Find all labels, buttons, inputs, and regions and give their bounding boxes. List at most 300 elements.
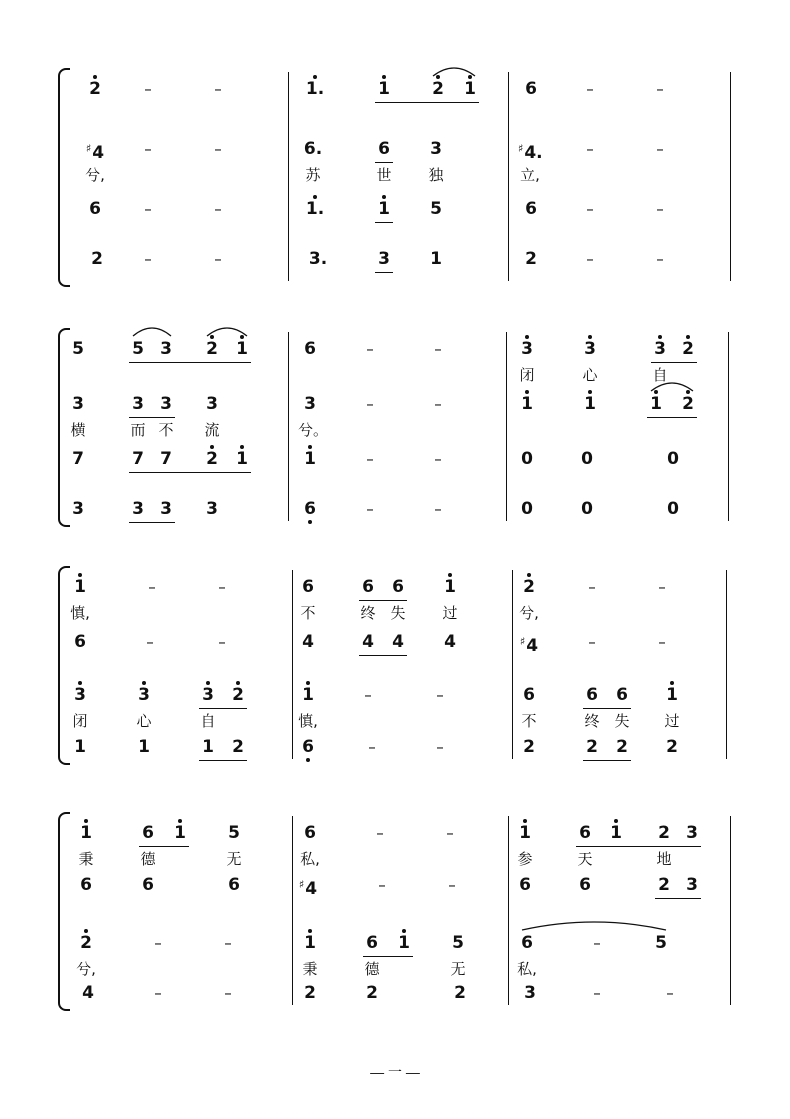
note-digit: 3: [160, 499, 172, 519]
lyric-syllable: 终: [584, 712, 600, 730]
note: [298, 393, 322, 415]
lyric-syllable: 慎,: [70, 604, 90, 622]
note-digit: 2: [616, 737, 628, 757]
note: [680, 822, 704, 844]
note: [126, 338, 150, 360]
staff-part-1: [0, 576, 790, 634]
note: [676, 338, 700, 360]
note-digit: 5: [132, 339, 144, 359]
note: [518, 982, 542, 1004]
note: [66, 393, 90, 415]
note-digit: 1: [304, 933, 316, 953]
note-digit: 4: [302, 632, 314, 652]
note-digit: 2: [523, 577, 535, 597]
sustain-dash: –: [448, 876, 456, 894]
sustain-dash: –: [656, 140, 664, 158]
lyric-syllable: 终: [360, 604, 376, 622]
octave-up-dot: [306, 681, 310, 685]
lyric-syllable: 秉: [78, 850, 94, 868]
note: [74, 822, 98, 844]
note-digit: 5: [72, 339, 84, 359]
sustain-dash: –: [658, 633, 666, 651]
note: [446, 932, 470, 954]
sustain-dash: –: [586, 250, 594, 268]
lyric-syllable: 独: [428, 166, 444, 184]
note: [298, 338, 322, 360]
note: [132, 684, 156, 706]
lyric-syllable: 心: [582, 366, 598, 384]
note-digit: 6: [362, 577, 374, 597]
lyric-syllable: 兮,: [85, 166, 105, 184]
lyric-syllable: 天: [577, 850, 593, 868]
sustain-dash: –: [586, 140, 594, 158]
note-digit: 6: [142, 823, 154, 843]
note-digit: 3: [206, 394, 218, 414]
sustain-dash: –: [434, 340, 442, 358]
note: [74, 874, 98, 896]
staff-part-4: [0, 248, 790, 306]
note: [196, 736, 220, 758]
slur-mark: [432, 64, 476, 78]
sustain-dash: –: [218, 578, 226, 596]
note-digit: 0: [581, 449, 593, 469]
note: [661, 498, 685, 520]
octave-up-dot: [614, 819, 618, 823]
lyric-syllable: 无: [226, 850, 242, 868]
note: [132, 736, 156, 758]
note-digit: 6: [302, 737, 314, 757]
augmentation-dot: .: [315, 139, 323, 159]
note: [438, 631, 462, 653]
note: [644, 393, 668, 415]
octave-up-dot: [313, 195, 317, 199]
eighth-beam: [129, 522, 175, 523]
lyric-syllable: 兮,: [76, 960, 96, 978]
octave-down-dot: [306, 758, 310, 762]
note-digit: 6: [89, 199, 101, 219]
sustain-dash: –: [366, 500, 374, 518]
note-digit: 6: [80, 875, 92, 895]
note-digit: 2: [666, 737, 678, 757]
note: [517, 684, 541, 706]
sharp-sign: ♯: [298, 878, 305, 891]
lyric-syllable: 自: [200, 712, 216, 730]
note: [372, 248, 396, 270]
note-digit: 3: [72, 499, 84, 519]
sustain-dash: –: [214, 80, 222, 98]
lyric-syllable: 秉: [302, 960, 318, 978]
note-digit: 6: [228, 875, 240, 895]
note-digit: 0: [667, 449, 679, 469]
note-digit: 3: [206, 499, 218, 519]
note: [68, 684, 92, 706]
eighth-beam: [199, 708, 247, 709]
note-digit: 4: [305, 879, 318, 899]
lyric-syllable: 闭: [72, 712, 88, 730]
sustain-dash: –: [214, 140, 222, 158]
score-system: [0, 328, 790, 547]
note-digit: 3: [430, 139, 442, 159]
note-digit: 1: [80, 823, 92, 843]
note: [448, 982, 472, 1004]
note-digit: 3: [304, 394, 316, 414]
note: [360, 932, 384, 954]
note: [226, 684, 250, 706]
note-digit: 6: [579, 823, 591, 843]
note: [298, 448, 322, 470]
sustain-dash: –: [434, 395, 442, 413]
note: [519, 248, 543, 270]
note: [575, 498, 599, 520]
note: [517, 736, 541, 758]
note: [424, 198, 448, 220]
note: [200, 393, 224, 415]
note: [392, 932, 416, 954]
sustain-dash: –: [593, 934, 601, 952]
note: [517, 631, 541, 657]
staff-part-3: [0, 684, 790, 742]
eighth-beam: [583, 760, 631, 761]
note: [356, 631, 380, 653]
sustain-dash: –: [378, 876, 386, 894]
page-number: — 一 —: [370, 1064, 420, 1080]
note: [578, 393, 602, 415]
sustain-dash: –: [656, 200, 664, 218]
eighth-beam: [359, 600, 407, 601]
octave-up-dot: [525, 390, 529, 394]
note-digit: 3: [74, 685, 86, 705]
note: [372, 198, 396, 220]
note: [296, 874, 320, 900]
note: [648, 338, 672, 360]
lyric-syllable: 兮。: [298, 421, 329, 439]
note: [298, 982, 322, 1004]
octave-up-dot: [308, 445, 312, 449]
note: [301, 138, 325, 160]
sustain-dash: –: [368, 738, 376, 756]
slur-curve: [433, 68, 475, 76]
note-digit: 2: [525, 249, 537, 269]
note-digit: 3: [138, 685, 150, 705]
note: [200, 498, 224, 520]
octave-up-dot: [78, 681, 82, 685]
lyric-syllable: 立,: [520, 166, 540, 184]
note-digit: 7: [160, 449, 172, 469]
note: [154, 338, 178, 360]
note-digit: 4: [92, 143, 105, 163]
lyric-syllable: 参: [517, 850, 533, 868]
sustain-dash: –: [446, 824, 454, 842]
lyric-syllable: 世: [376, 166, 392, 184]
note-digit: 5: [430, 199, 442, 219]
sustain-dash: –: [224, 934, 232, 952]
sustain-dash: –: [154, 934, 162, 952]
note: [154, 393, 178, 415]
note: [515, 498, 539, 520]
note-digit: 2: [89, 79, 101, 99]
note-digit: 1: [378, 79, 390, 99]
note-digit: 6: [579, 875, 591, 895]
sustain-dash: –: [658, 578, 666, 596]
sustain-dash: –: [214, 200, 222, 218]
eighth-beam: [655, 898, 701, 899]
note: [513, 822, 537, 844]
lyric-syllable: 私,: [517, 960, 537, 978]
note-digit: 4: [444, 632, 456, 652]
lyric-syllable: 流: [204, 421, 220, 439]
sustain-dash: –: [214, 250, 222, 268]
note: [610, 684, 634, 706]
eighth-beam: [576, 846, 701, 847]
octave-up-dot: [448, 573, 452, 577]
lyric-syllable: 失: [390, 604, 406, 622]
note: [298, 498, 322, 520]
note-digit: 3: [202, 685, 214, 705]
lyric-syllable: 无: [450, 960, 466, 978]
note: [661, 448, 685, 470]
note: [83, 138, 107, 164]
lyric-syllable: 心: [136, 712, 152, 730]
note: [356, 576, 380, 598]
eighth-beam: [129, 417, 175, 418]
octave-up-dot: [658, 335, 662, 339]
note-digit: 1: [521, 394, 533, 414]
note-digit: 1: [610, 823, 622, 843]
note-digit: 6: [303, 139, 316, 159]
note: [386, 576, 410, 598]
note: [517, 576, 541, 598]
note-digit: 2: [432, 79, 444, 99]
note: [126, 448, 150, 470]
note-digit: 1: [74, 737, 86, 757]
note: [298, 932, 322, 954]
note: [680, 874, 704, 896]
sustain-dash: –: [588, 633, 596, 651]
note-digit: 0: [521, 449, 533, 469]
note: [200, 448, 224, 470]
note: [610, 736, 634, 758]
sustain-dash: –: [218, 633, 226, 651]
octave-up-dot: [588, 390, 592, 394]
octave-up-dot: [402, 929, 406, 933]
note-digit: 6: [304, 499, 316, 519]
sustain-dash: –: [148, 578, 156, 596]
note: [68, 736, 92, 758]
note-digit: 2: [366, 983, 378, 1003]
note-digit: 1: [304, 449, 316, 469]
note: [136, 874, 160, 896]
score-system: [0, 68, 790, 307]
note: [296, 576, 320, 598]
note-digit: 1: [519, 823, 531, 843]
sustain-dash: –: [593, 984, 601, 1002]
note-digit: 1: [202, 737, 214, 757]
octave-up-dot: [588, 335, 592, 339]
eighth-beam: [375, 102, 479, 103]
sustain-dash: –: [154, 984, 162, 1002]
slur-mark: [650, 379, 694, 393]
sustain-dash: –: [586, 200, 594, 218]
eighth-beam: [583, 708, 631, 709]
note-digit: 2: [91, 249, 103, 269]
note-digit: 3: [72, 394, 84, 414]
note-digit: 6: [74, 632, 86, 652]
note: [438, 576, 462, 598]
note-digit: 0: [521, 499, 533, 519]
note-digit: 3: [584, 339, 596, 359]
octave-up-dot: [93, 75, 97, 79]
sustain-dash: –: [144, 80, 152, 98]
eighth-beam: [647, 417, 697, 418]
lyric-syllable: 不: [158, 421, 174, 439]
eighth-beam: [199, 760, 247, 761]
note-digit: 6: [378, 139, 390, 159]
octave-up-dot: [84, 819, 88, 823]
eighth-beam: [139, 846, 189, 847]
note-digit: 6: [525, 199, 537, 219]
note-digit: 5: [452, 933, 464, 953]
eighth-beam: [375, 162, 393, 163]
note-digit: 3: [654, 339, 666, 359]
sustain-dash: –: [436, 738, 444, 756]
lyric-syllable: 而: [130, 421, 146, 439]
note-digit: 0: [667, 499, 679, 519]
note-digit: 2: [232, 737, 244, 757]
octave-up-dot: [686, 335, 690, 339]
augmentation-dot: .: [536, 143, 543, 163]
staff-part-4: [0, 736, 790, 794]
sustain-dash: –: [144, 140, 152, 158]
staff-part-4: [0, 982, 790, 1040]
sustain-dash: –: [144, 200, 152, 218]
lyric-syllable: 德: [140, 850, 156, 868]
note: [652, 822, 676, 844]
note-digit: 1: [305, 79, 318, 99]
lyric-syllable: 闭: [519, 366, 535, 384]
octave-up-dot: [178, 819, 182, 823]
note-digit: 4: [524, 143, 537, 163]
lyric-syllable: 私,: [300, 850, 320, 868]
note-digit: 6: [304, 823, 316, 843]
slur-curve: [207, 328, 247, 336]
note: [515, 393, 539, 415]
note: [296, 684, 320, 706]
octave-up-dot: [527, 573, 531, 577]
lyric-syllable: 过: [442, 604, 458, 622]
note-digit: 2: [658, 823, 670, 843]
note: [660, 684, 684, 706]
lyric-syllable: 不: [300, 604, 316, 622]
note-digit: 3: [521, 339, 533, 359]
note: [66, 338, 90, 360]
note-digit: 3: [132, 499, 144, 519]
note: [85, 248, 109, 270]
sustain-dash: –: [434, 450, 442, 468]
note-digit: 2: [206, 449, 218, 469]
note: [222, 822, 246, 844]
octave-up-dot: [308, 929, 312, 933]
lyric-syllable: 失: [614, 712, 630, 730]
score-system: [0, 566, 790, 785]
note-digit: 7: [132, 449, 144, 469]
octave-up-dot: [210, 445, 214, 449]
staff-part-4: [0, 498, 790, 556]
note: [458, 78, 482, 100]
eighth-beam: [651, 362, 697, 363]
note-digit: 3: [132, 394, 144, 414]
octave-up-dot: [142, 681, 146, 685]
sustain-dash: –: [366, 450, 374, 468]
note-digit: 2: [682, 339, 694, 359]
note-digit: 3: [686, 823, 698, 843]
note-digit: 1: [236, 339, 248, 359]
octave-up-dot: [525, 335, 529, 339]
note-digit: 3: [378, 249, 390, 269]
note-digit: 3: [308, 249, 321, 269]
note-digit: 4: [82, 983, 94, 1003]
lyric-syllable: 地: [656, 850, 672, 868]
note-digit: 2: [80, 933, 92, 953]
note-digit: 1: [74, 577, 86, 597]
note: [154, 498, 178, 520]
note: [519, 198, 543, 220]
note: [426, 78, 450, 100]
note-digit: 5: [655, 933, 667, 953]
sustain-dash: –: [376, 824, 384, 842]
note: [519, 78, 543, 100]
note-digit: 2: [658, 875, 670, 895]
note: [200, 338, 224, 360]
note-digit: 6: [523, 685, 535, 705]
note: [652, 874, 676, 896]
staff-part-2: [0, 874, 790, 932]
note-digit: 6: [366, 933, 378, 953]
note: [168, 822, 192, 844]
note: [573, 822, 597, 844]
note-digit: 2: [304, 983, 316, 1003]
slur-curve: [522, 922, 666, 930]
sustain-dash: –: [656, 80, 664, 98]
note: [424, 248, 448, 270]
note: [604, 822, 628, 844]
note-digit: 1: [650, 394, 662, 414]
score-system: [0, 812, 790, 1031]
slur-mark: [206, 324, 248, 338]
octave-up-dot: [382, 195, 386, 199]
note: [83, 198, 107, 220]
note-digit: 2: [586, 737, 598, 757]
note-digit: 3: [160, 394, 172, 414]
note-digit: 6: [586, 685, 598, 705]
note-digit: 1: [430, 249, 442, 269]
eighth-beam: [375, 272, 393, 273]
sustain-dash: –: [436, 686, 444, 704]
note-digit: 1: [378, 199, 390, 219]
note: [196, 684, 220, 706]
lyric-syllable: 过: [664, 712, 680, 730]
eighth-beam: [375, 222, 393, 223]
note: [573, 874, 597, 896]
note: [580, 736, 604, 758]
note-digit: 1: [302, 685, 314, 705]
octave-up-dot: [240, 445, 244, 449]
lyric-syllable: 不: [521, 712, 537, 730]
note-digit: 0: [581, 499, 593, 519]
lyric-syllable: 德: [364, 960, 380, 978]
note-digit: 2: [454, 983, 466, 1003]
lyric-syllable: 横: [70, 421, 86, 439]
note: [126, 498, 150, 520]
